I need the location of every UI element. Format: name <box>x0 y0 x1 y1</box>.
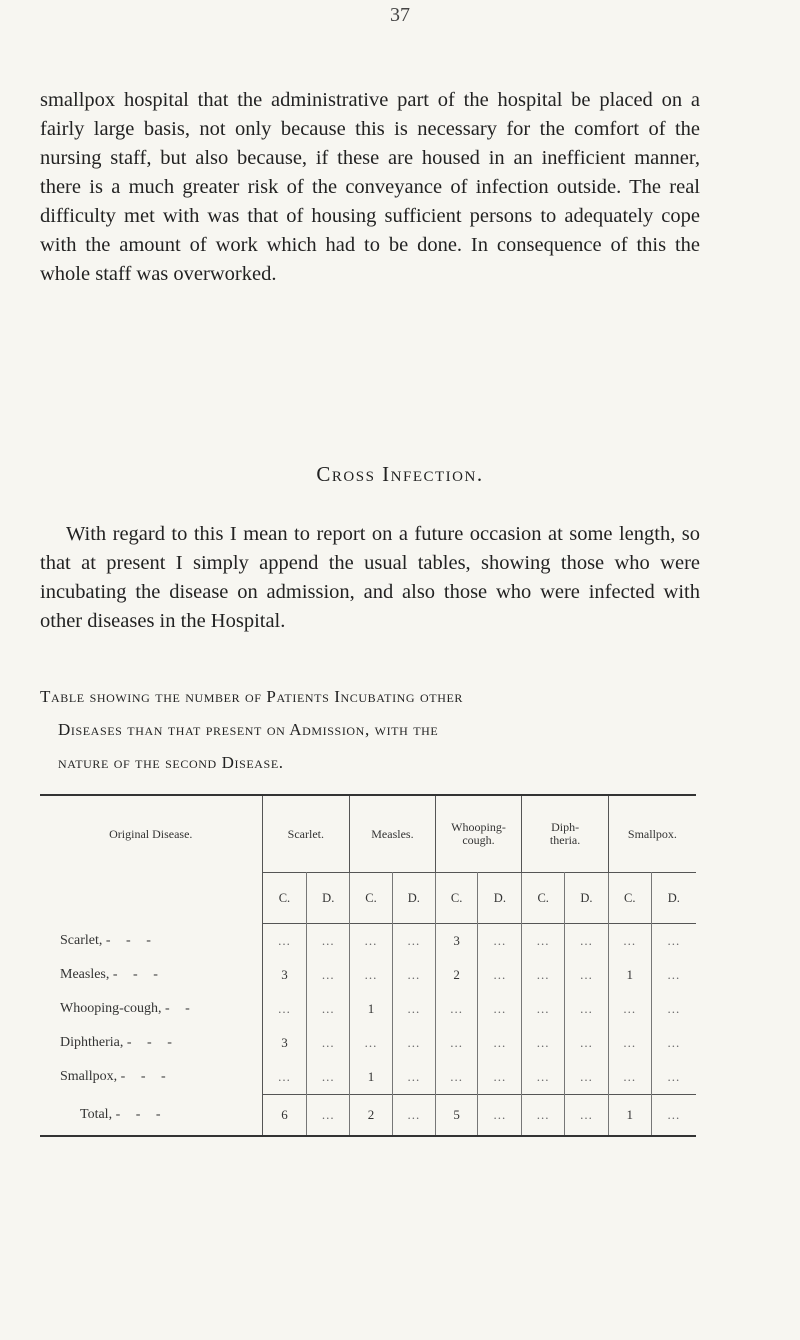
subheader-cell: C. <box>262 873 307 924</box>
subheader-cell: D. <box>392 873 435 924</box>
subheader-cell: C. <box>350 873 393 924</box>
table-cell: ... <box>565 924 609 959</box>
subheader-cell: D. <box>478 873 522 924</box>
row-leader-dots: - - - <box>105 932 157 948</box>
table-subheader-row <box>40 873 696 924</box>
table-cell: ... <box>435 1060 478 1095</box>
table-cell: ... <box>667 967 681 982</box>
table-cell: ... <box>392 924 435 959</box>
incubation-table <box>40 794 696 1137</box>
header-scarlet: Scarlet. <box>262 795 350 873</box>
table-cell: ... <box>667 1069 681 1084</box>
table-cell: ... <box>522 1095 565 1137</box>
header-original-disease: Original Disease. <box>40 795 262 873</box>
row-leader-dots: - - - <box>115 1106 167 1122</box>
table-cell: ... <box>392 1060 435 1095</box>
row-leader-dots: - - - <box>112 967 164 982</box>
row-label <box>40 958 262 992</box>
subheader-cell: C. <box>435 873 478 924</box>
table-cell: ... <box>651 1095 696 1137</box>
table-cell: 1 <box>350 992 393 1026</box>
table-cell: ... <box>565 1026 609 1060</box>
table-cell: ... <box>392 992 435 1026</box>
table-cell: ... <box>522 1060 565 1095</box>
table-cell: ... <box>262 992 307 1026</box>
row-label-text: Scarlet, <box>60 932 103 948</box>
table-cell: 6 <box>262 1095 307 1137</box>
table-cell: ... <box>608 924 651 959</box>
table-cell: ... <box>667 1035 681 1050</box>
table-cell: ... <box>565 1095 609 1137</box>
table-row <box>40 1026 696 1060</box>
subheader-cell: D. <box>307 873 350 924</box>
row-label-text: Smallpox, <box>60 1069 118 1085</box>
table-cell: ... <box>478 1095 522 1137</box>
header-diphtheria: Diph- theria. <box>522 795 609 873</box>
table-cell: ... <box>307 1095 350 1137</box>
table-cell: 3 <box>262 958 307 992</box>
table-cell: ... <box>350 958 393 992</box>
row-label <box>40 1060 262 1095</box>
table-row <box>40 924 696 959</box>
row-label-text: Whooping-cough, <box>60 1001 162 1016</box>
table-caption-line-3: nature of the second Disease. <box>58 753 284 772</box>
table-cell: ... <box>565 992 609 1026</box>
table-cell: ... <box>478 1060 522 1095</box>
table-cell: ... <box>522 1026 565 1060</box>
row-label-text: Measles, <box>60 967 110 982</box>
table-cell: ... <box>392 1026 435 1060</box>
page-number: 37 <box>390 4 410 26</box>
table-cell: ... <box>262 924 307 959</box>
table-cell: ... <box>478 992 522 1026</box>
table-cell: 2 <box>435 958 478 992</box>
paragraph-1: smallpox hospital that the administrative part of the hospital be placed on a fairly large basis, not only because this is necessary for the comfort of the nursing staff, but also because, if these are housed in an inefficient manner, there is a much greater risk of the conveyance of infection outside. The real difficulty met with was that of housing sufficient persons to adequately cope with the amount of work which had to be done. In consequence of this the whole staff was overworked. <box>40 89 700 285</box>
row-label <box>40 992 262 1026</box>
table-cell: ... <box>608 992 651 1026</box>
paragraph-2: With regard to this I mean to report on a future occasion at some length, so that at present I simply append the usual tables, showing those who were incubating the disease on admission, and also those who were infected with other diseases in the Hospital. <box>40 523 700 632</box>
table-cell: ... <box>565 958 609 992</box>
table-cell: ... <box>392 1095 435 1137</box>
table-caption-line-1: Table showing the number of Patients Incubating other <box>40 687 464 706</box>
row-leader-dots: - - <box>164 1001 196 1016</box>
header-smallpox: Smallpox. <box>608 795 696 873</box>
table-total-row <box>40 1095 696 1137</box>
table-cell: 1 <box>608 1095 651 1137</box>
table-cell: ... <box>307 992 350 1026</box>
table-row <box>40 958 696 992</box>
table-caption-line-2: Diseases than that present on Admission, with the <box>58 720 439 739</box>
table-cell: ... <box>435 1026 478 1060</box>
table-cell: ... <box>478 958 522 992</box>
table-cell: ... <box>262 1060 307 1095</box>
row-label <box>40 1095 262 1137</box>
table-cell: ... <box>522 992 565 1026</box>
table-cell: 3 <box>262 1026 307 1060</box>
table-header-row <box>40 795 696 873</box>
row-leader-dots: - - - <box>120 1069 172 1085</box>
table-cell: ... <box>478 1026 522 1060</box>
header-measles: Measles. <box>350 795 436 873</box>
subheader-cell: C. <box>608 873 651 924</box>
table-cell: ... <box>307 1026 350 1060</box>
table-cell: ... <box>608 1026 651 1060</box>
table-row <box>40 1060 696 1095</box>
subheader-cell: D. <box>565 873 609 924</box>
table-cell: ... <box>435 992 478 1026</box>
section-heading: Cross Infection. <box>316 462 484 486</box>
table-cell: ... <box>667 1001 681 1016</box>
row-label-text: Total, <box>80 1106 113 1122</box>
table-cell: ... <box>307 958 350 992</box>
header-whooping-cough: Whooping- cough. <box>435 795 522 873</box>
table-cell: 3 <box>435 924 478 959</box>
table-cell: ... <box>307 924 350 959</box>
table-caption <box>40 680 700 779</box>
table-cell: ... <box>651 924 696 959</box>
table-cell: ... <box>522 924 565 959</box>
table-cell: 1 <box>608 958 651 992</box>
table-cell: 1 <box>350 1060 393 1095</box>
subheader-blank <box>40 873 262 924</box>
row-label <box>40 1026 262 1060</box>
table-row <box>40 992 696 1026</box>
table-cell: ... <box>350 924 393 959</box>
table-cell: 2 <box>350 1095 393 1137</box>
table-cell: ... <box>522 958 565 992</box>
subheader-cell: D. <box>651 873 696 924</box>
table-cell: ... <box>392 958 435 992</box>
row-label <box>40 924 262 959</box>
row-leader-dots: - - - <box>126 1035 178 1050</box>
table-cell: ... <box>478 924 522 959</box>
table-cell: ... <box>307 1060 350 1095</box>
table-cell: ... <box>350 1026 393 1060</box>
table-cell: ... <box>565 1060 609 1095</box>
subheader-cell: C. <box>522 873 565 924</box>
table-body <box>40 924 696 1137</box>
table-cell: 5 <box>435 1095 478 1137</box>
row-label-text: Diphtheria, <box>60 1035 124 1050</box>
table-cell: ... <box>608 1060 651 1095</box>
